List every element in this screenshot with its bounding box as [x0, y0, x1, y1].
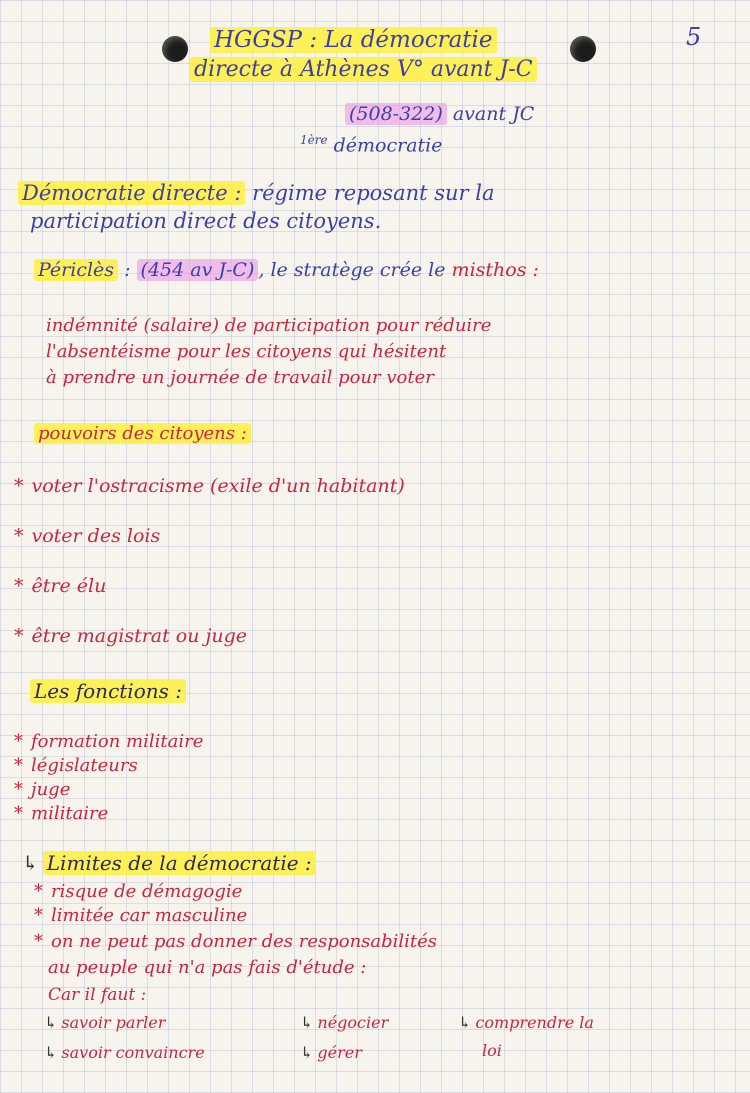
arrow-icon: ↳ — [22, 851, 39, 875]
limits-arrow-text: savoir convaincre — [61, 1043, 205, 1062]
functions-item-text: militaire — [31, 803, 109, 824]
powers-item-text: voter des lois — [31, 525, 161, 547]
arrow-icon: ↳ — [44, 1013, 58, 1032]
arrow-icon: ↳ — [300, 1043, 314, 1062]
bullet-icon: * — [34, 881, 43, 902]
powers-item-text: voter l'ostracisme (exile d'un habitant) — [31, 475, 405, 497]
bullet-icon: * — [14, 731, 23, 752]
powers-item-1 — [14, 476, 405, 497]
limits-continuation: au peuple qui n'a pas fais d'étude : — [48, 957, 367, 978]
bullet-icon: * — [14, 625, 24, 647]
title-line1 — [210, 28, 497, 53]
pericles-desc2: l'absentéisme pour les citoyens qui hésitent — [46, 341, 447, 362]
limits-item-text: limitée car masculine — [51, 905, 248, 926]
pericles-dates: (454 av J-C) — [137, 259, 259, 281]
definition-line1 — [18, 182, 494, 205]
functions-item-3 — [14, 780, 70, 800]
limits-item-3 — [34, 932, 437, 952]
limits-arrow-4 — [44, 1044, 205, 1062]
limits-car: Car il faut : — [48, 985, 147, 1005]
first-democracy-line — [300, 134, 443, 156]
bullet-icon: * — [14, 755, 23, 776]
limits-arrow-text: savoir parler — [61, 1013, 166, 1032]
pericles-text: , le stratège crée le — [258, 259, 446, 281]
powers-item-4 — [14, 626, 247, 647]
pericles-name: Périclès — [34, 259, 118, 281]
powers-item-text: être magistrat ou juge — [31, 625, 248, 647]
functions-item-4 — [14, 804, 108, 824]
pericles-misthos: misthos : — [451, 259, 539, 281]
definition-line2: participation direct des citoyens. — [30, 209, 382, 233]
bullet-icon: * — [34, 931, 43, 952]
limits-item-1 — [34, 882, 242, 902]
functions-item-text: formation militaire — [31, 731, 204, 752]
limits-item-2 — [34, 906, 247, 926]
limits-heading: Limites de la démocratie : — [43, 851, 316, 875]
page-number: 5 — [686, 23, 702, 51]
title-line1-text: HGGSP : La démocratie — [210, 27, 497, 53]
first-label: démocratie — [333, 134, 443, 157]
powers-heading: pouvoirs des citoyens : — [34, 423, 251, 444]
functions-heading: Les fonctions : — [30, 679, 186, 703]
functions-heading-line — [30, 680, 186, 702]
powers-heading-line — [34, 424, 251, 444]
functions-item-2 — [14, 756, 138, 776]
bullet-icon: * — [34, 905, 43, 926]
title-line2-text: directe à Athènes V° avant J-C — [190, 57, 537, 82]
limits-item-text: risque de démagogie — [51, 881, 243, 902]
limits-arrow-text: comprendre la — [475, 1013, 594, 1032]
pericles-desc3: à prendre un journée de travail pour voter — [46, 367, 434, 388]
limits-arrow-6: loi — [482, 1041, 502, 1060]
arrow-icon: ↳ — [458, 1013, 472, 1032]
date-range: (508-322) — [345, 103, 447, 125]
functions-item-text: juge — [31, 779, 71, 800]
functions-item-text: législateurs — [31, 755, 138, 776]
date-suffix: avant JC — [452, 103, 535, 125]
limits-arrow-text: négocier — [317, 1013, 389, 1032]
definition-text1: régime reposant sur la — [252, 181, 495, 205]
pericles-desc1: indémnité (salaire) de participation pour réduire — [46, 315, 492, 336]
binder-hole-right — [570, 36, 596, 62]
arrow-icon: ↳ — [300, 1013, 314, 1032]
powers-item-text: être élu — [31, 575, 107, 597]
powers-item-3 — [14, 576, 106, 597]
arrow-icon: ↳ — [44, 1043, 58, 1062]
limits-heading-line — [22, 852, 316, 874]
bullet-icon: * — [14, 803, 23, 824]
first-sup: 1ère — [300, 133, 328, 147]
functions-item-1 — [14, 732, 203, 752]
limits-item-text: on ne peut pas donner des responsabilités — [51, 931, 438, 952]
bullet-icon: * — [14, 575, 24, 597]
limits-arrow-text: gérer — [317, 1043, 362, 1062]
binder-hole-left — [162, 36, 188, 62]
date-range-line — [345, 104, 534, 125]
title-line2 — [190, 58, 537, 82]
pericles-line — [34, 260, 539, 281]
bullet-icon: * — [14, 779, 23, 800]
powers-item-2 — [14, 526, 160, 547]
limits-arrow-5 — [300, 1044, 362, 1062]
limits-arrow-2 — [300, 1014, 388, 1032]
limits-arrow-1 — [44, 1014, 165, 1032]
pericles-colon: : — [124, 259, 131, 281]
bullet-icon: * — [14, 475, 24, 497]
definition-term: Démocratie directe : — [18, 181, 245, 205]
bullet-icon: * — [14, 525, 24, 547]
limits-arrow-3 — [458, 1014, 594, 1032]
